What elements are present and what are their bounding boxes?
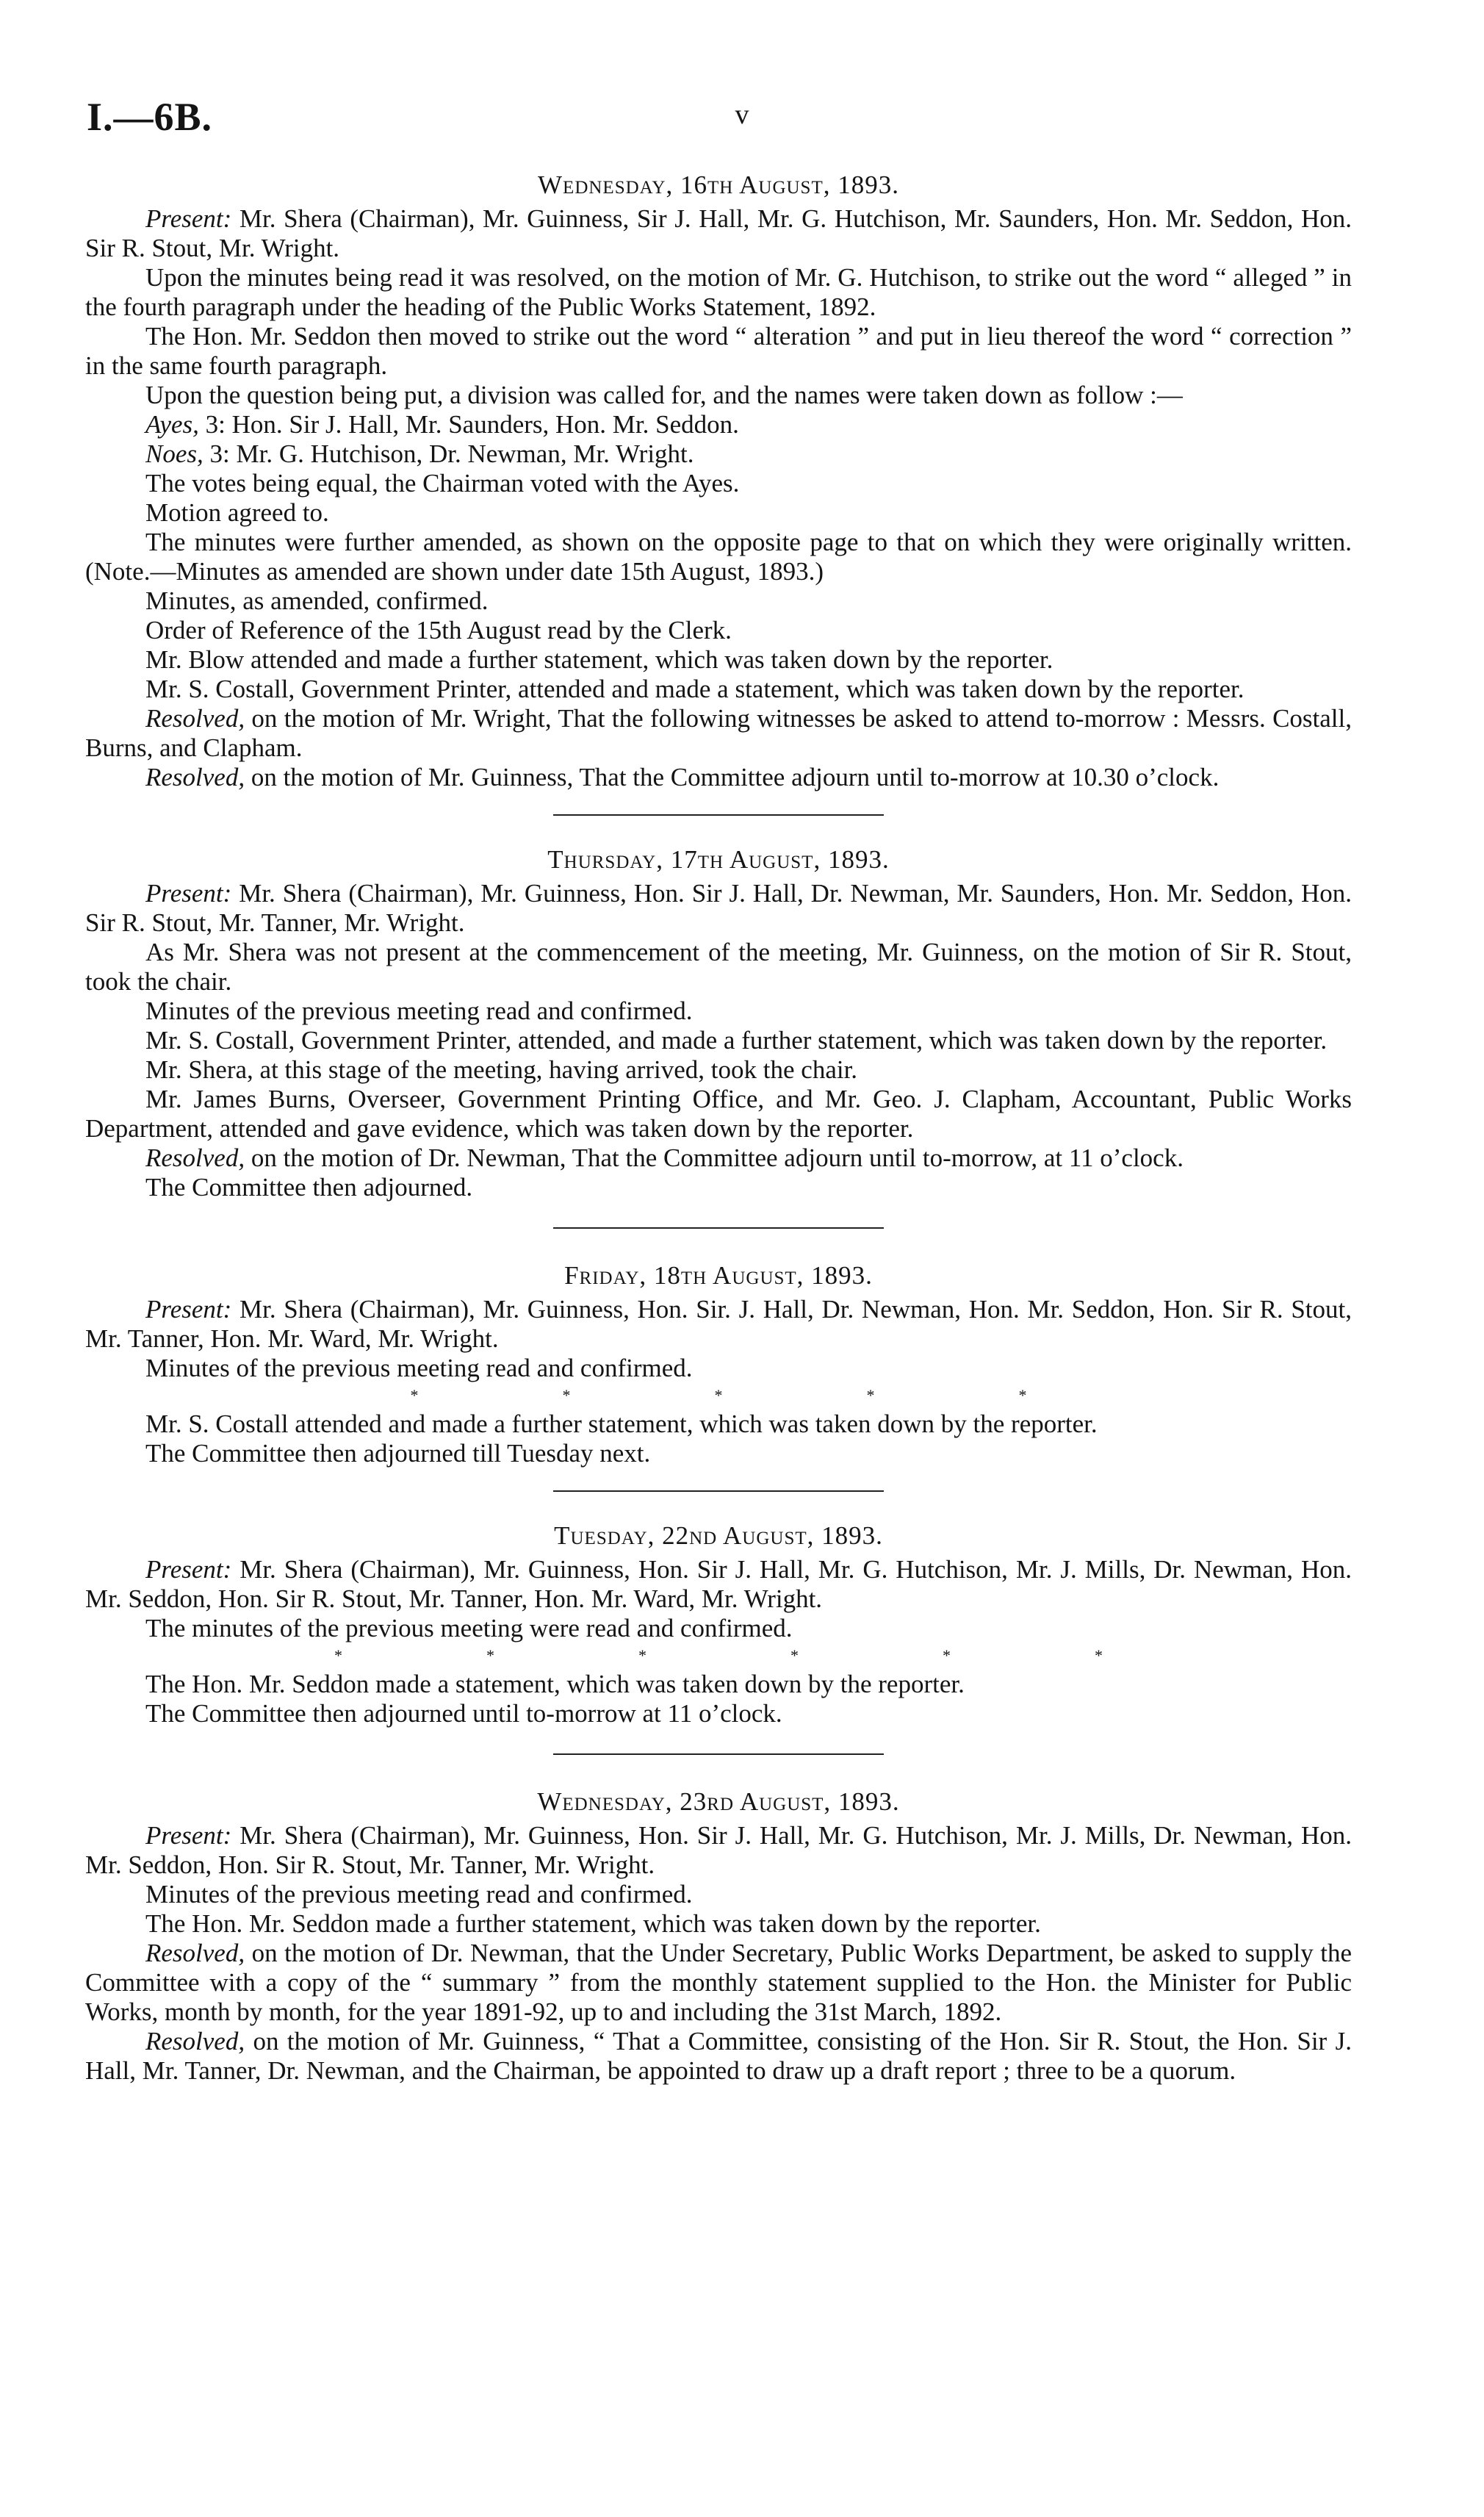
paragraph [85, 1670, 1352, 1699]
paragraph [85, 1439, 1352, 1468]
document-reference: I.—6B. [87, 95, 213, 139]
section-divider [553, 1490, 884, 1492]
paragraph [85, 1143, 1352, 1173]
paragraph [85, 1909, 1352, 1939]
paragraph-text: 3: Hon. Sir J. Hall, Mr. Saunders, Hon. Mr. Seddon. [198, 410, 739, 439]
section-divider [553, 814, 884, 816]
paragraph-label: Resolved, [145, 763, 245, 791]
paragraph [85, 616, 1352, 645]
section-divider [553, 1753, 884, 1755]
paragraph [85, 1295, 1352, 1354]
asterisk: * [1095, 1646, 1103, 1665]
paragraph-text: Mr. S. Costall, Government Printer, attended, and made a further statement, which was taken down by the reporter. [145, 1026, 1328, 1055]
paragraph-label: Noes, [145, 439, 203, 468]
meeting-date: Friday, 18th August, 1893. [564, 1261, 873, 1290]
section-divider [553, 1227, 884, 1229]
paragraph-text: Mr. S. Costall, Government Printer, attended and made a statement, which was taken down by the reporter. [145, 675, 1245, 703]
paragraph-text: As Mr. Shera was not present at the commencement of the meeting, Mr. Guinness, on the motion of Sir R. Stout, took the chair. [85, 938, 1352, 996]
paragraph [85, 322, 1352, 381]
paragraph-text: Upon the minutes being read it was resolved, on the motion of Mr. G. Hutchison, to strike out the word “ alleged ” in the fourth paragraph under the heading of the Public Works Statement, 1892. [85, 263, 1352, 321]
paragraph-text: Minutes, as amended, confirmed. [145, 586, 489, 615]
paragraph-label: Resolved, [145, 1143, 245, 1172]
meeting-section [85, 170, 1352, 792]
paragraph-text: Mr. Shera (Chairman), Mr. Guinness, Hon. Sir J. Hall, Mr. G. Hutchison, Mr. J. Mills, Dr. Newman, Hon. Mr. Seddon, Hon. Sir R. Stout, Mr. Tanner, Hon. Mr. Ward, Mr. Wright. [85, 1555, 1352, 1613]
paragraph [85, 469, 1352, 498]
paragraph [85, 263, 1352, 322]
paragraph-text: Mr. S. Costall attended and made a further statement, which was taken down by the reporter. [145, 1410, 1098, 1438]
paragraph-text: Minutes of the previous meeting read and confirmed. [145, 1354, 693, 1382]
paragraph [85, 1173, 1352, 1202]
paragraph [85, 1939, 1352, 2027]
asterisk: * [866, 1386, 875, 1404]
paragraph-text: Minutes of the previous meeting read and confirmed. [145, 1880, 693, 1909]
paragraph [85, 381, 1352, 410]
paragraph [85, 1085, 1352, 1143]
page-number: v [735, 99, 749, 130]
omission-asterisks [85, 1385, 1352, 1407]
paragraph-text: on the motion of Mr. Guinness, “ That a Committee, consisting of the Hon. Sir R. Stout, the Hon. Sir J. Hall, Mr. Tanner, Dr. Newman, and the Chairman, be appointed to draw up a draft report ; three to be a quorum. [85, 2027, 1352, 2085]
paragraph-label: Resolved, [145, 704, 245, 733]
paragraph [85, 879, 1352, 938]
asterisk: * [486, 1646, 494, 1665]
paragraph-text: on the motion of Dr. Newman, that the Under Secretary, Public Works Department, be asked to supply the Committee with a copy of the “ summary ” from the monthly statement supplied to the Hon. the Minister for Public Works, month by month, for the year 1891-92, up to and including the 31st March, 1892. [85, 1939, 1352, 2026]
paragraph [85, 1880, 1352, 1909]
paragraph [85, 204, 1352, 263]
paragraph-text: Motion agreed to. [145, 498, 329, 527]
meeting-section [85, 1261, 1352, 1468]
paragraph [85, 1614, 1352, 1643]
paragraph-text: on the motion of Dr. Newman, That the Committee adjourn until to-morrow, at 11 o’clock. [245, 1143, 1184, 1172]
paragraph-label: Present: [145, 1555, 232, 1584]
asterisk: * [638, 1646, 646, 1665]
paragraph [85, 1055, 1352, 1085]
meeting-date: Wednesday, 16th August, 1893. [538, 170, 899, 199]
paragraph-label: Present: [145, 1821, 232, 1850]
meeting-section [85, 1787, 1352, 2086]
asterisk: * [562, 1386, 571, 1404]
paragraph [85, 586, 1352, 616]
paragraph-text: Order of Reference of the 15th August read by the Clerk. [145, 616, 732, 644]
paragraph [85, 645, 1352, 675]
paragraph-label: Present: [145, 1295, 232, 1324]
paragraph [85, 1821, 1352, 1880]
paragraph-text: Mr. Blow attended and made a further statement, which was taken down by the reporter. [145, 645, 1053, 674]
paragraph [85, 938, 1352, 997]
paragraph-text: Mr. Shera, at this stage of the meeting, having arrived, took the chair. [145, 1055, 858, 1084]
asterisk: * [334, 1646, 342, 1665]
asterisk: * [943, 1646, 951, 1665]
paragraph-text: Mr. Shera (Chairman), Mr. Guinness, Sir J. Hall, Mr. G. Hutchison, Mr. Saunders, Hon. Mr. Seddon, Hon. Sir R. Stout, Mr. Wright. [85, 204, 1352, 262]
paragraph-text: Minutes of the previous meeting read and confirmed. [145, 997, 693, 1025]
paragraph [85, 1026, 1352, 1055]
paragraph [85, 410, 1352, 439]
paragraph-text: The minutes were further amended, as shown on the opposite page to that on which they were originally written. (Note.—Minutes as amended are shown under date 15th August, 1893.) [85, 528, 1352, 586]
paragraph [85, 1354, 1352, 1383]
paragraph-label: Present: [145, 879, 232, 908]
paragraph-label: Resolved, [145, 2027, 245, 2055]
meeting-date: Tuesday, 22nd August, 1893. [554, 1521, 883, 1550]
asterisk: * [714, 1386, 723, 1404]
paragraph [85, 1555, 1352, 1614]
meeting-section [85, 1521, 1352, 1728]
meeting-date: Thursday, 17th August, 1893. [547, 845, 890, 874]
paragraph-label: Ayes, [145, 410, 199, 439]
meeting-date: Wednesday, 23rd August, 1893. [537, 1787, 900, 1816]
paragraph-text: The Hon. Mr. Seddon made a further statement, which was taken down by the reporter. [145, 1909, 1041, 1938]
paragraph-text: 3: Mr. G. Hutchison, Dr. Newman, Mr. Wright. [203, 439, 694, 468]
paragraph [85, 675, 1352, 704]
paragraph-label: Resolved, [145, 1939, 245, 1967]
paragraph-text: The minutes of the previous meeting were read and confirmed. [145, 1614, 793, 1642]
paragraph [85, 1699, 1352, 1728]
minutes-body [85, 170, 1352, 2086]
paragraph-text: The Committee then adjourned. [145, 1173, 473, 1202]
paragraph-text: on the motion of Mr. Wright, That the following witnesses be asked to attend to-morrow : Messrs. Costall, Burns, and Clapham. [85, 704, 1352, 762]
paragraph [85, 2027, 1352, 2086]
paragraph [85, 498, 1352, 528]
paragraph [85, 1410, 1352, 1439]
meeting-section [85, 845, 1352, 1202]
paragraph-text: on the motion of Mr. Guinness, That the Committee adjourn until to-morrow at 10.30 o’clock. [245, 763, 1220, 791]
paragraph [85, 439, 1352, 469]
paragraph [85, 704, 1352, 763]
paragraph-text: The Hon. Mr. Seddon made a statement, which was taken down by the reporter. [145, 1670, 965, 1698]
asterisk: * [790, 1646, 799, 1665]
asterisk: * [410, 1386, 419, 1404]
paragraph-text: Mr. Shera (Chairman), Mr. Guinness, Hon. Sir J. Hall, Dr. Newman, Mr. Saunders, Hon. Mr. Seddon, Hon. Sir R. Stout, Mr. Tanner, Mr. Wright. [85, 879, 1352, 937]
paragraph-label: Present: [145, 204, 232, 233]
paragraph-text: Mr. Shera (Chairman), Mr. Guinness, Hon. Sir J. Hall, Mr. G. Hutchison, Mr. J. Mills, Dr. Newman, Hon. Mr. Seddon, Hon. Sir R. Stout, Mr. Tanner, Mr. Wright. [85, 1821, 1352, 1879]
paragraph-text: Mr. Shera (Chairman), Mr. Guinness, Hon. Sir. J. Hall, Dr. Newman, Hon. Mr. Seddon, Hon. Sir R. Stout, Mr. Tanner, Hon. Mr. Ward, Mr. Wright. [85, 1295, 1352, 1353]
paragraph-text: Mr. James Burns, Overseer, Government Printing Office, and Mr. Geo. J. Clapham, Accountant, Public Works Department, attended and gave evidence, which was taken down by the reporter. [85, 1085, 1352, 1143]
asterisk: * [1018, 1386, 1027, 1404]
paragraph [85, 528, 1352, 586]
paragraph-text: The Committee then adjourned until to-morrow at 11 o’clock. [145, 1699, 782, 1728]
paragraph [85, 763, 1352, 792]
paragraph [85, 997, 1352, 1026]
paragraph-text: The votes being equal, the Chairman voted with the Ayes. [145, 469, 740, 498]
paragraph-text: The Committee then adjourned till Tuesday next. [145, 1439, 651, 1468]
omission-asterisks [85, 1645, 1352, 1667]
paragraph-text: Upon the question being put, a division was called for, and the names were taken down as follow :— [145, 381, 1183, 409]
page-header [87, 94, 1397, 146]
paragraph-text: The Hon. Mr. Seddon then moved to strike out the word “ alteration ” and put in lieu thereof the word “ correction ” in the same fourth paragraph. [85, 322, 1352, 380]
